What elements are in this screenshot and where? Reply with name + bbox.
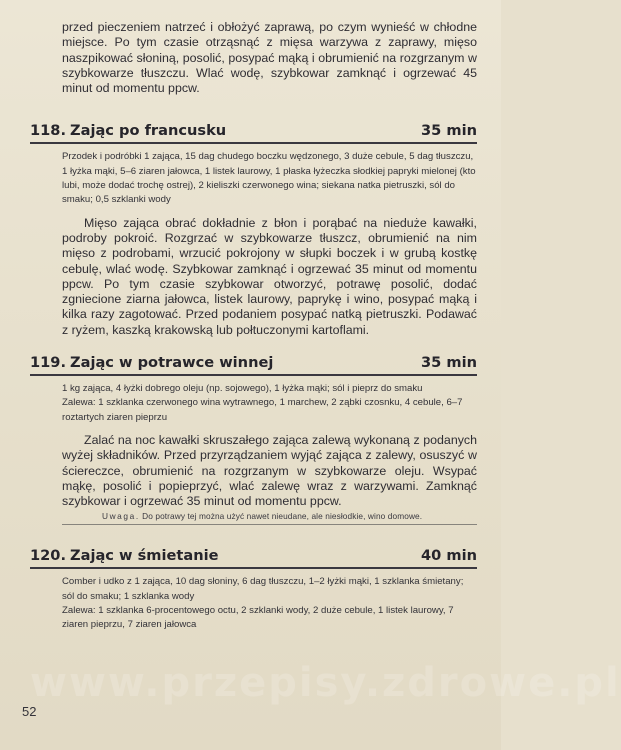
watermark: www.przepisy.zdrowe.pl (30, 660, 621, 706)
recipe-number: 119. (30, 354, 67, 372)
recipe-number: 118. (30, 122, 67, 140)
recipe-118 (30, 122, 477, 338)
recipe-heading (30, 122, 477, 144)
recipe-title: Zając w śmietanie (70, 547, 219, 565)
recipe-note (102, 511, 477, 521)
ingredients-line: Comber i udko z 1 zająca, 10 dag słoniny, 6 dag tłuszczu, 1–2 łyżki mąki, 1 szklanka śmietany; sól do smaku; 1 szklanka wody (62, 576, 464, 602)
note-divider (62, 524, 477, 525)
recipe-title: Zając po francusku (70, 122, 227, 140)
ingredients-line: Przodek i podróbki 1 zająca, 15 dag chudego boczku wędzonego, 3 duże cebule, 5 dag tłuszczu, 1 łyżka mąki, 5–6 ziaren jałowca, 1 listek laurowy, 1 płaska łyżeczka słodkiej papryki mielonej (kto lubi, może dodać trochę ostrej), 2 kieliszki czerwonego wina; siekana natka pietruszki, sól do smaku; 0,5 szklanki wody (62, 151, 476, 206)
recipe-heading (30, 354, 477, 376)
recipe-time: 35 min (421, 122, 477, 140)
marinade-line: Zalewa: 1 szklanka czerwonego wina wytrawnego, 1 marchew, 2 ząbki czosnku, 4 cebule, 6–7 roztartych ziaren pieprzu (62, 397, 463, 423)
recipe-120 (30, 547, 477, 632)
ingredients-list (62, 575, 477, 632)
recipe-step: Mięso zająca obrać dokładnie z błon i porąbać na nieduże kawałki, podroby pokroić. Rozgrzać w szybkowarze tłuszcz, obrumienić na nim mięso z podrobami, wrzucić pokrojony w słupki boczek i w grubą kostkę cebulę, wlać wodę. Szybkowar zamknąć i ogrzewać 35 minut od momentu ppcw. Po tym czasie szybkowar otworzyć, potrawę posolić, dodać zgniecione ziarna jałowca, listek laurowy, paprykę i wino, posypać mąką i kilka razy zagotować. Przed podaniem posypać natką pietruszki. Podawać z ryżem, kaszką krakowską lub połtuczonymi kartoflami. (62, 215, 477, 337)
note-text: Do potrawy tej można użyć nawet nieudane, ale niesłodkie, wino domowe. (142, 511, 423, 522)
recipe-step: Zalać na noc kawałki skruszałego zająca zalewą wykonaną z podanych wyżej składników. Przed przyrządzaniem wyjąć zająca z zalewy, osuszyć w ściereczce, obrumienić na rozgrzanym w szybkowarze oleju. Wsypać mąkę, posolić i popieprzyć, wlać zalewę wraz z warzywami. Zamknąć szybkowar i ogrzewać 35 minut od momentu ppcw. (62, 432, 477, 509)
recipe-number: 120. (30, 547, 67, 565)
ingredients-list (62, 150, 477, 207)
recipe-time: 35 min (421, 354, 477, 372)
recipe-heading (30, 547, 477, 569)
recipe-title: Zając w potrawce winnej (70, 354, 274, 372)
recipe-119 (30, 354, 477, 525)
recipe-time: 40 min (421, 547, 477, 565)
note-label: Uwaga. (102, 511, 140, 522)
marinade-line: Zalewa: 1 szklanka 6-procentowego octu, 2 szklanki wody, 2 duże cebule, 1 listek laurowy, 7 ziaren pieprzu, 7 ziaren jałowca (62, 605, 454, 631)
ingredients-list (62, 382, 477, 425)
intro-paragraph: przed pieczeniem natrzeć i obłożyć zaprawą, po czym wynieść w chłodne miejsce. Po tym czasie otrząsnąć z mięsa warzywa z zaprawy, mięso naszpikować słoniną, posolić, posypać mąką i obrumienić na rozgrzanym w szybkowarze tłuszczu. Wlać wodę, szybkowar zamknąć i ogrzewać 45 minut od momentu ppcw. (62, 20, 477, 96)
page-number: 52 (22, 704, 37, 719)
ingredients-line: 1 kg zająca, 4 łyżki dobrego oleju (np. sojowego), 1 łyżka mąki; sól i pieprz do smaku (62, 383, 423, 395)
